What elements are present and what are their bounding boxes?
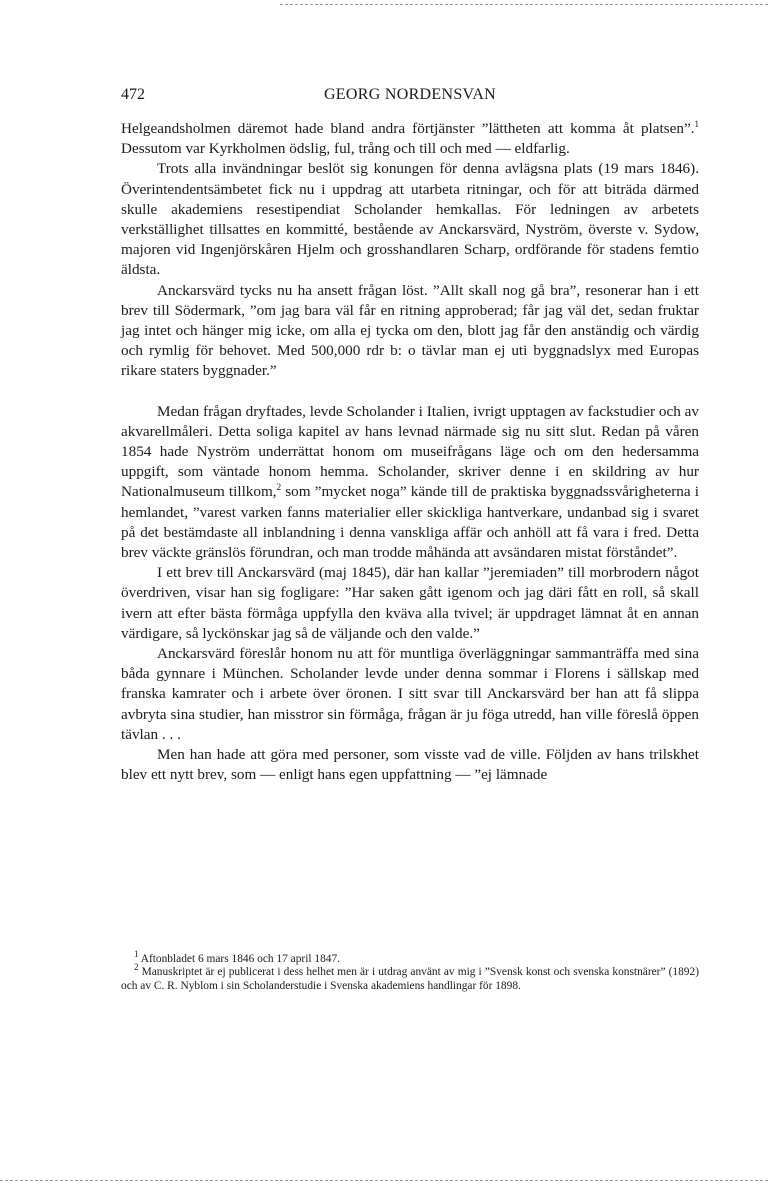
- footnote: $^2$ Manuskriptet är ej publicerat i dess helhet men är i utdrag använt av mig i ”Svensk konst och svenska konstnärer” (1892) och av C. R. Nyblom i sin Scholanderstudie i Svenska akademiens handlingar för 1898.: [121, 962, 699, 992]
- paragraph: Helgeandsholmen däremot hade bland andra förtjänster ”lättheten att komma åt platsen”.$^1$ Dessutom var Kyrkholmen ödslig, ful, trång och till och med — eldfarlig.: [121, 118, 699, 158]
- paragraph: Trots alla invändningar beslöt sig konungen för denna avlägsna plats (19 mars 1846). Överintendentsämbetet fick nu i uppdrag att utarbeta ritningar, och för att biträda därmed skulle akademiens resestipendiat Scholander hemkallas. För ledningen av arbetets verkställighet tillsattes en kommitté, bestående av Anckarsvärd, Nyström, överste v. Sydow, majoren vid Ingenjörskåren Hjelm och grosshandlaren Scharp, ordförande för stadens femtio äldsta.: [121, 160, 699, 279]
- body-text: [121, 119, 699, 786]
- paragraph: Medan frågan dryftades, levde Scholander i Italien, ivrigt upptagen av fackstudier och av akvarellmåleri. Detta soliga kapitel av hans levnad närmade sig nu sitt slut. Redan på våren 1854 hade Nyström underrättat honom om museifrågans läge och om den hedersamma uppgift, som väntade honom hemma. Scholander, skriver denne i en skildring av hur Nationalmuseum tillkom,$^2$ som ”mycket noga” kände till de praktiska byggnadssvårigheterna i hemlandet, ”varest varken fanns materialier eller skickliga hantverkare, undanbad sig i svaret på det bestämdaste all inblandning i denna vanskliga affär och anhöll att få vara i fred. Detta brev väckte gränslös förundran, och man trodde måhända att avsändaren mistat förståndet”.: [121, 402, 699, 562]
- footnote-mark: 1: [134, 949, 139, 960]
- top-scan-edge: [280, 4, 768, 5]
- paragraph: Men han hade att göra med personer, som visste vad de ville. Följden av hans trilskhet blev ett nytt brev, som — enligt hans egen uppfattning — ”ej lämnade: [121, 746, 699, 784]
- running-title: GEORG NORDENSVAN: [323, 86, 497, 103]
- page-header: [121, 86, 699, 108]
- footnotes: [121, 949, 699, 993]
- footnote-mark: 2: [134, 962, 139, 973]
- paragraph: Anckarsvärd föreslår honom nu att för muntliga överläggningar sammanträffa med sina båda gynnare i München. Scholander levde under denna sommar i Florens i sällskap med franska kamrater och i arbete över öronen. I sitt svar till Anckarsvärd ber han att få slippa avbryta sina studier, han misstror sin förmåga, frågan är ju föga utredd, han ville föreslå öppen tävlan . . .: [121, 645, 699, 743]
- footnote-ref[interactable]: 2: [276, 482, 282, 493]
- paragraph: I ett brev till Anckarsvärd (maj 1845), där han kallar ”jeremiaden” till morbrodern något överdriven, visar han sig fogligare: ”Har saken gått igenom och jag däri fått en roll, så skall ivern att efter bästa förmåga uppfylla den kväva alla tvivel; är uppdraget lämnat åt en annan värdigare, så lyckönskar jag så de väljande och den valde.”: [121, 564, 699, 642]
- paragraph: Anckarsvärd tycks nu ha ansett frågan löst. ”Allt skall nog gå bra”, resonerar han i ett brev till Södermark, ”om jag bara väl får en ritning approberad; får jag väl det, sedan fruktar jag intet och hänger mig icke, om alla ej tycka om den, blott jag får den anständig och värdig och rymlig för behovet. Med 500,000 rdr b: o tävlar man ej uti byggnadslyx med Europas rikare staters byggnader.”: [121, 281, 699, 380]
- page-number: 472: [121, 86, 145, 103]
- footnote: $^1$ Aftonbladet 6 mars 1846 och 17 april 1847.: [134, 949, 341, 965]
- bottom-scan-edge: [0, 1180, 768, 1181]
- footnote-ref[interactable]: 1: [694, 118, 699, 129]
